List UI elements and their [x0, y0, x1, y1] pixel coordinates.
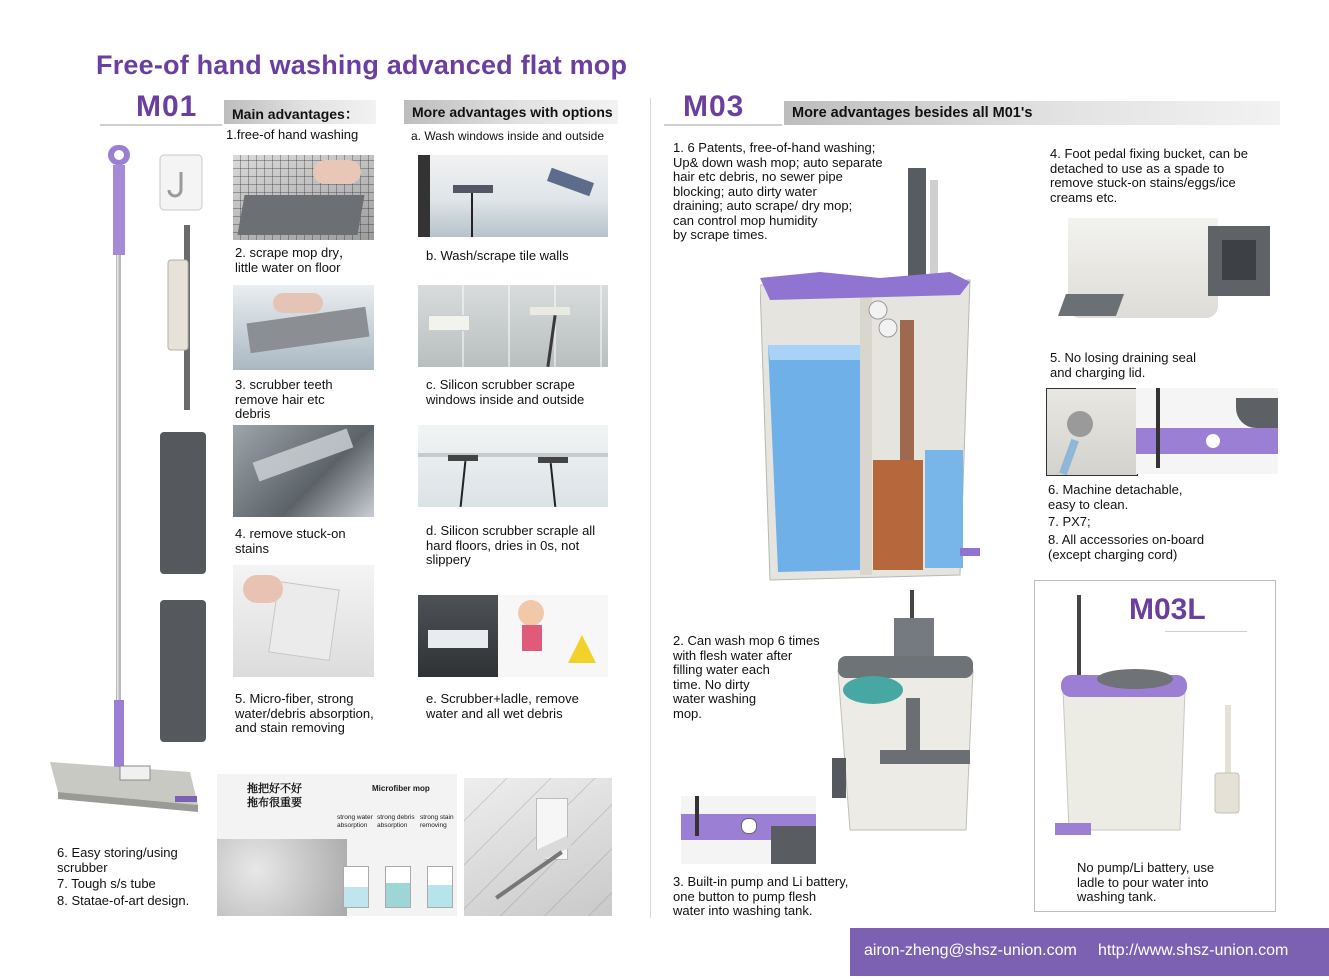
- m03-item-5: 5. No losing draining seal and charging lid.: [1050, 350, 1196, 380]
- bucket-rim: [838, 656, 973, 678]
- m03l-bucket-illustration: [1055, 595, 1255, 835]
- dirty-water-tank: [873, 460, 923, 570]
- photo-hard-floors: [418, 425, 608, 507]
- m03l-panel: [1034, 580, 1276, 912]
- photo-wash-windows: [418, 155, 608, 237]
- carpet-texture: [217, 839, 347, 916]
- ad-col-3: strong stain removing: [420, 814, 454, 829]
- m03-bucket-illustration: [828, 590, 978, 840]
- m03-cutaway-illustration: [760, 160, 980, 585]
- bottom-item-7: 7. Tough s/s tube: [57, 876, 156, 891]
- m03l-caption: No pump/Li battery, use ladle to pour water into washing tank.: [1077, 860, 1215, 904]
- ad-headline-2: 拖布很重要: [247, 797, 302, 809]
- main-advantages-header: Main advantages：: [232, 106, 359, 122]
- m03-item-4: 4. Foot pedal fixing bucket, can be detached to use as a spade to remove stuck-on stains/eggs/ice creams etc.: [1050, 146, 1249, 205]
- options-bar: [404, 100, 618, 124]
- photo-foot-pedal: [1058, 218, 1274, 333]
- option-item-c: c. Silicon scrubber scrape windows inside and outside: [426, 377, 585, 407]
- m03l-model-label: M03L: [1129, 593, 1206, 626]
- photo-microfiber: [233, 565, 374, 677]
- m01-model-label: M01: [136, 90, 198, 123]
- photo-stuck-on-stains: [233, 425, 374, 517]
- main-item-1: 1.free-of hand washing: [226, 127, 359, 142]
- option-item-b: b. Wash/scrape tile walls: [426, 248, 569, 263]
- handle-grip: [113, 165, 125, 255]
- contact-footer: [850, 928, 1329, 976]
- m03-item-1: 1. 6 Patents, free-of-hand washing; Up& down wash mop; auto separate hair etc debris, no sewer pipe blocking; auto dirty water draining; auto scrape/ dry mop; can control mop humidity by scrape times.: [673, 140, 883, 242]
- option-item-e: e. Scrubber+ladle, remove water and all wet debris: [426, 691, 579, 721]
- ad-subtitle: Microfiber mop: [372, 784, 430, 793]
- bottom-item-8: 8. Statae-of-art design.: [57, 893, 190, 908]
- scrubber-holder: [168, 260, 188, 350]
- footer-url[interactable]: http://www.shsz-union.com: [1098, 942, 1289, 959]
- option-item-d: d. Silicon scrubber scraple all hard floors, dries in 0s, not slippery: [426, 523, 596, 567]
- m03-header-bar: [784, 101, 1280, 125]
- m01-underline: [100, 124, 222, 126]
- main-item-5: 5. Micro-fiber, strong water/debris absorption, and stain removing: [235, 691, 374, 735]
- m03-item-8: 8. All accessories on-board (except charging cord): [1048, 532, 1205, 562]
- m03-underline: [664, 124, 782, 126]
- photo-charging-lid: [1136, 388, 1278, 474]
- main-item-4: 4. remove stuck-on stains: [235, 526, 346, 556]
- ad-headline-1: 拖把好不好: [247, 783, 302, 795]
- photo-drain-seal: [1046, 388, 1138, 476]
- mop-joint: [114, 700, 124, 770]
- photo-scrubber-teeth: [233, 285, 374, 370]
- main-item-2: 2. scrape mop dry， little water on floor: [235, 245, 353, 275]
- m03-item-6: 6. Machine detachable, easy to clean.: [1048, 482, 1183, 512]
- m03-item-2: 2. Can wash mop 6 times with flesh water after filling water each time. No dirty water washing mop.: [673, 633, 820, 721]
- m01-accessories: [150, 150, 220, 750]
- photo-pump-button: [681, 796, 816, 864]
- photo-scrubber-ladle: [418, 595, 608, 677]
- clean-water-tank: [768, 345, 860, 572]
- footer-email[interactable]: airon-zheng@shsz-union.com: [864, 942, 1077, 959]
- m03-header: More advantages besides all M01's: [792, 105, 1033, 121]
- m03-item-7: 7. PX7;: [1048, 514, 1091, 529]
- option-item-a: a. Wash windows inside and outside: [411, 129, 604, 143]
- m03-item-3: 3. Built-in pump and Li battery, one button to pump flesh water into washing tank.: [673, 874, 849, 918]
- microfiber-pad-2: [160, 600, 206, 742]
- microfiber-pad-1: [160, 432, 206, 574]
- photo-scrubber-floor: [464, 778, 612, 916]
- main-advantages-bar: [224, 100, 376, 124]
- ad-col-1: strong water absorption: [337, 814, 373, 829]
- photo-scrape-dry: [233, 155, 374, 240]
- m03-model-label: M03: [683, 90, 745, 123]
- microfiber-ad-panel: [217, 774, 457, 916]
- photo-tile-walls: [418, 285, 608, 367]
- options-header: More advantages with options: [412, 104, 613, 120]
- page-title: Free-of hand washing advanced flat mop: [96, 50, 628, 80]
- main-item-3: 3. scrubber teeth remove hair etc debris: [235, 377, 333, 421]
- ladle: [1215, 773, 1239, 813]
- bottom-item-6: 6. Easy storing/using scrubber: [57, 845, 178, 875]
- column-divider: [650, 98, 651, 918]
- ad-col-2: strong debris absorption: [377, 814, 415, 829]
